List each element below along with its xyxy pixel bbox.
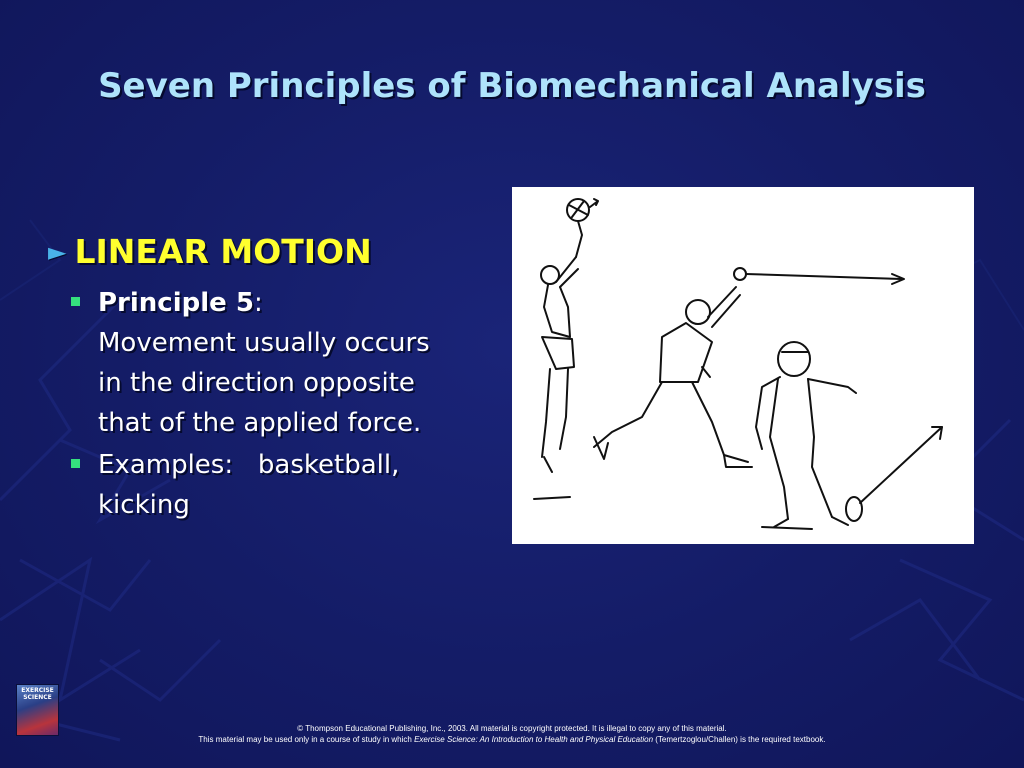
bullet-heading: LINEAR MOTION (74, 232, 372, 271)
textbook-cover-icon (16, 684, 59, 736)
athletes-illustration (512, 187, 974, 544)
book-title: EXERCISE SCIENCE (21, 687, 54, 701)
bullet-list (48, 232, 488, 525)
principle-text-block (98, 283, 458, 443)
slide-title: Seven Principles of Biomechanical Analysis (98, 66, 926, 106)
footer-line-1: © Thompson Educational Publishing, Inc., 2003. All material is copyright protected. It is illegal to copy any of this material. (297, 724, 727, 733)
principle-description: Movement usually occurs in the direction opposite that of the applied force. (98, 328, 430, 438)
square-bullet-icon (71, 459, 80, 468)
principle-colon: : (253, 288, 263, 318)
sub-bullet-examples (98, 445, 488, 525)
footer-line-2 (100, 734, 924, 745)
examples-text: Examples: basketball, kicking (98, 450, 408, 520)
copyright-footer (100, 723, 924, 745)
principle-label: Principle 5 (98, 288, 254, 318)
footer-line-2-pre: This material may be used only in a course of study in which (198, 735, 415, 744)
bullet-linear-motion (48, 232, 488, 271)
bullet-arrow-icon: ► (48, 237, 67, 266)
sub-bullet-principle (98, 283, 488, 443)
footer-line-2-post: (Temertzoglou/Challen) is the required textbook. (653, 735, 826, 744)
athletes-illustration-icon (512, 187, 974, 544)
square-bullet-icon (71, 297, 80, 306)
footer-book-title: Exercise Science: An Introduction to Health and Physical Education (414, 735, 654, 744)
